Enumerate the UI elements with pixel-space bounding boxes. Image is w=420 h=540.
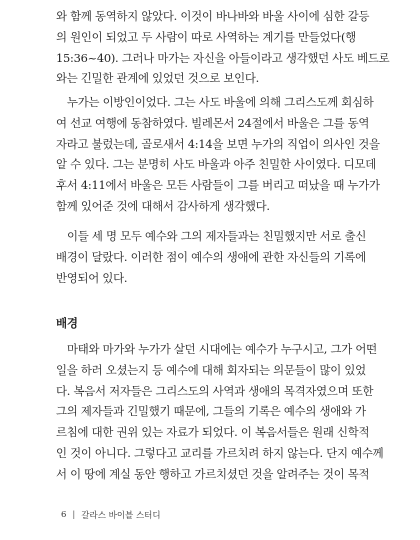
body-top-block [56,6,396,89]
page-number: 6 [61,510,67,520]
body-line: 알 수 있다. 그는 분명히 사도 바울과 아주 친밀한 사이였다. 디모데 [56,157,377,172]
body-line: 서 이 땅에 계실 동안 행하고 가르치셨던 것을 알려주는 것이 목적 [56,466,370,481]
body-line: 와는 긴밀한 관계에 있었던 것으로 보인다. [56,71,260,86]
body-line: 자라고 불렀는데, 골로새서 4:14을 보면 누가의 직업이 의사인 것을 [56,136,380,151]
body-line: 의 원인이 되었고 두 사람이 따로 사역하는 계기를 만들었다(행 [56,29,356,44]
body-line: 인 것이 아니다. 그렇다고 교리를 가르치려 하지 않는다. 단지 예수께 [56,445,384,460]
paragraph-background [56,339,396,485]
book-title: 갈라스 바이블 스터디 [81,511,161,521]
body-line: 여 선교 여행에 동참하였다. 빌레몬서 24절에서 바울은 그를 동역 [56,115,370,130]
body-line: 반영되어 있다. [56,270,128,285]
body-line: 누가는 이방인이었다. 그는 사도 바울에 의해 그리스도께 회심하 [67,95,374,109]
body-line: 함께 있어준 것에 대해서 감사하게 생각했다. [56,198,270,213]
body-line: 15:36~40). 그러나 마가는 자신을 아들이라고 생각했던 사도 베드로 [56,50,390,65]
body-line: 와 함께 동역하지 않았다. 이것이 바나바와 바울 사이에 심한 갈등 [56,9,370,23]
body-line: 마태와 마가와 누가가 살던 시대에는 예수가 누구시고, 그가 어떤 [67,342,377,356]
section-heading: 배경 [56,316,78,330]
body-line: 후서 4:11에서 바울은 모든 사람들이 그를 버리고 떠났을 때 누가가 [56,178,380,193]
body-line: 배경이 달랐다. 이러한 점이 예수의 생애에 관한 자신들의 기록에 [56,249,366,264]
body-line: 그의 제자들과 긴밀했기 때문에, 그들의 기록은 예수의 생애와 가 [56,404,366,419]
paragraph-luke [56,92,396,217]
body-line: 일을 하러 오셨는지 등 예수에 대해 회자되는 의문들이 많이 있었 [56,362,366,377]
body-line: 르침에 대한 권위 있는 자료가 되었다. 이 복음서들은 원래 신학적 [56,425,370,440]
body-line: 이들 세 명 모두 예수와 그의 제자들과는 친밀했지만 서로 출신 [67,229,367,243]
paragraph-three [56,226,396,288]
body-line: 다. 복음서 저자들은 그리스도의 사역과 생애의 목격자였으며 또한 [56,383,374,398]
page-footer [61,509,161,521]
footer-separator: | [72,510,76,520]
